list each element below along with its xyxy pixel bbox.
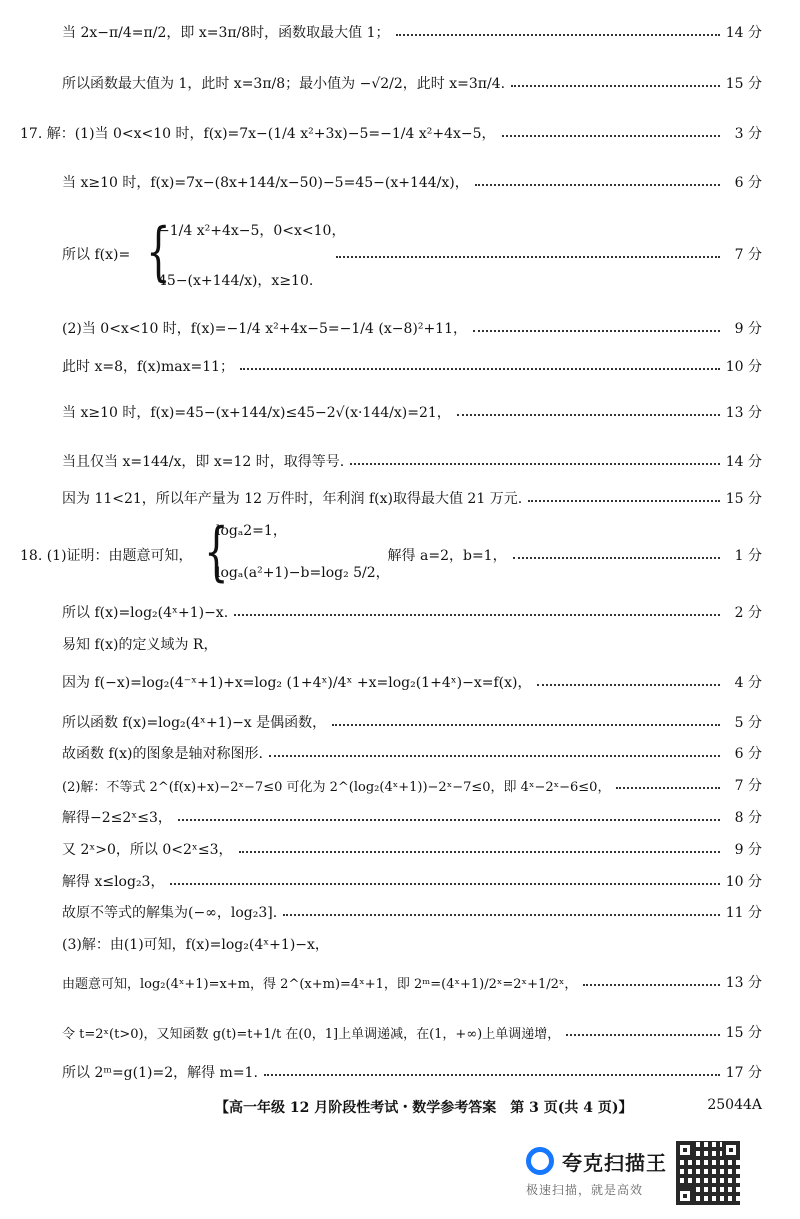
system-solution: 解得 a=2，b=1， bbox=[387, 548, 507, 564]
answer-line bbox=[62, 1062, 762, 1082]
answer-text: 因为 f(−x)=log₂(4⁻ˣ+1)+x=log₂ (1+4ˣ)/4ˣ +x=log₂(1+4ˣ)−x=f(x)， bbox=[62, 675, 532, 691]
leader-dots bbox=[350, 463, 720, 465]
answer-line bbox=[62, 902, 762, 922]
answer-line bbox=[62, 672, 762, 692]
brand-name: 夸克扫描王 bbox=[562, 1151, 667, 1175]
answer-line bbox=[20, 545, 762, 565]
answer-line bbox=[62, 807, 762, 827]
answer-text: (2)当 0<x<10 时，f(x)=−1/4 x²+4x−5=−1/4 (x−8)²+11， bbox=[62, 321, 467, 337]
score-label: 11 分 bbox=[725, 905, 762, 921]
leader-dots bbox=[269, 755, 720, 757]
leader-dots bbox=[240, 368, 720, 370]
leader-dots bbox=[170, 883, 719, 885]
answer-line bbox=[62, 318, 762, 338]
leader-dots bbox=[178, 819, 720, 821]
score-label: 13 分 bbox=[725, 405, 762, 421]
score-label: 6 分 bbox=[734, 746, 762, 762]
answer-text: 解得 x≤log₂3， bbox=[62, 874, 165, 890]
score-label: 8 分 bbox=[734, 810, 762, 826]
answer-text: 所以 2ᵐ=g(1)=2，解得 m=1. bbox=[62, 1065, 258, 1081]
answer-line bbox=[62, 602, 762, 622]
score-label: 13 分 bbox=[725, 975, 762, 991]
qr-finder bbox=[676, 1187, 694, 1205]
answer-text: 所以 f(x)=log₂(4ˣ+1)−x. bbox=[62, 605, 229, 621]
leader-dots bbox=[283, 914, 720, 916]
leader-dots bbox=[457, 414, 720, 416]
leader-dots bbox=[511, 85, 720, 87]
piecewise-case-2: 45−(x+144/x)，x≥10. bbox=[158, 273, 314, 289]
qr-finder bbox=[676, 1141, 694, 1159]
answer-line bbox=[62, 488, 762, 508]
answer-text: 易知 f(x)的定义域为 R， bbox=[62, 637, 218, 653]
answer-text: (2)解：不等式 2^(f(x)+x)−2ˣ−7≤0 可化为 2^(log₂(4ˣ+1))−2ˣ−7≤0，即 4ˣ−2ˣ−6≤0， bbox=[62, 779, 611, 795]
answer-text: 令 t=2ˣ(t>0)，又知函数 g(t)=t+1/t 在(0，1]上单调递减，在(1，+∞)上单调递增， bbox=[62, 1026, 561, 1042]
answer-text: 又 2ˣ>0，所以 0<2ˣ≤3， bbox=[62, 842, 233, 858]
answer-line bbox=[62, 356, 762, 376]
score-label: 14 分 bbox=[725, 454, 762, 470]
leader-dots bbox=[473, 330, 720, 332]
left-brace: { bbox=[204, 515, 229, 589]
score-label: 4 分 bbox=[734, 675, 762, 691]
answer-text: (3)解：由(1)可知，f(x)=log₂(4ˣ+1)−x， bbox=[62, 937, 329, 953]
qr-finder bbox=[722, 1141, 740, 1159]
score-label: 10 分 bbox=[725, 874, 762, 890]
score-label: 6 分 bbox=[734, 175, 762, 191]
answer-text: 由题意可知，log₂(4ˣ+1)=x+m，得 2^(x+m)=4ˣ+1，即 2ᵐ=(4ˣ+1)/2ˣ=2ˣ+1/2ˣ， bbox=[62, 976, 578, 992]
answer-text: 18. (1)证明：由题意可知， bbox=[20, 548, 193, 564]
answer-text: 当 x≥10 时，f(x)=7x−(8x+144/x−50)−5=45−(x+144/x)， bbox=[62, 175, 469, 191]
answer-text: 解得−2≤2ˣ≤3， bbox=[62, 810, 172, 826]
leader-dots bbox=[528, 500, 720, 502]
score-label: 14 分 bbox=[725, 25, 762, 41]
brand-slogan: 极速扫描，就是高效 bbox=[526, 1183, 644, 1197]
leader-dots bbox=[566, 1034, 720, 1036]
score-label: 1 分 bbox=[734, 548, 762, 564]
answer-text: 所以函数最大值为 1，此时 x=3π/8；最小值为 −√2/2，此时 x=3π/4. bbox=[62, 76, 506, 92]
score-label: 5 分 bbox=[734, 715, 762, 731]
score-label: 3 分 bbox=[734, 126, 762, 142]
answer-text: 当 2x−π/4=π/2，即 x=3π/8时，函数取最大值 1； bbox=[62, 25, 390, 41]
piecewise-case-1: −1/4 x²+4x−5，0<x<10， bbox=[158, 223, 346, 239]
score-label: 10 分 bbox=[725, 359, 762, 375]
answer-line bbox=[62, 73, 762, 93]
system-eq-2: logₐ(a²+1)−b=log₂ 5/2， bbox=[216, 565, 390, 581]
leader-dots bbox=[616, 787, 720, 789]
left-brace: { bbox=[146, 215, 171, 289]
leader-dots bbox=[234, 614, 720, 616]
answer-text: 当 x≥10 时，f(x)=45−(x+144/x)≤45−2√(x·144/x)=21， bbox=[62, 405, 451, 421]
answer-line bbox=[62, 934, 762, 954]
leader-dots bbox=[264, 1074, 720, 1076]
leader-dots bbox=[513, 557, 720, 559]
score-label: 15 分 bbox=[725, 76, 762, 92]
leader-dots bbox=[475, 184, 720, 186]
exam-code: 25044A bbox=[707, 1097, 762, 1113]
answer-text: 此时 x=8，f(x)max=11； bbox=[62, 359, 235, 375]
answer-text: 因为 11<21，所以年产量为 12 万件时，年利润 f(x)取得最大值 21 万元. bbox=[62, 491, 523, 507]
leader-dots bbox=[537, 684, 720, 686]
quark-logo-icon bbox=[526, 1147, 554, 1175]
answer-text: 故函数 f(x)的图象是轴对称图形. bbox=[62, 746, 263, 762]
answer-line bbox=[62, 402, 762, 422]
qr-code-icon bbox=[676, 1141, 740, 1205]
answer-text: 所以 f(x)= bbox=[62, 247, 131, 263]
answer-line bbox=[62, 775, 762, 795]
answer-line bbox=[62, 871, 762, 891]
answer-text: 17. 解：(1)当 0<x<10 时，f(x)=7x−(1/4 x²+3x)−5=−1/4 x²+4x−5， bbox=[20, 126, 496, 142]
leader-dots bbox=[396, 34, 720, 36]
leader-dots bbox=[336, 256, 720, 258]
system-eq-1: logₐ2=1， bbox=[216, 523, 287, 539]
answer-line bbox=[62, 712, 762, 732]
answer-line bbox=[62, 451, 762, 471]
score-label: 7 分 bbox=[734, 778, 762, 794]
score-label: 7 分 bbox=[734, 247, 762, 263]
leader-dots bbox=[583, 984, 719, 986]
answer-line bbox=[62, 172, 762, 192]
leader-dots bbox=[502, 135, 721, 137]
answer-text: 故原不等式的解集为(−∞，log₂3]. bbox=[62, 905, 278, 921]
scanner-watermark bbox=[522, 1145, 782, 1205]
answer-text: 所以函数 f(x)=log₂(4ˣ+1)−x 是偶函数， bbox=[62, 715, 327, 731]
score-label: 2 分 bbox=[734, 605, 762, 621]
score-label: 9 分 bbox=[734, 321, 762, 337]
answer-text: 当且仅当 x=144/x，即 x=12 时，取得等号. bbox=[62, 454, 345, 470]
answer-line bbox=[62, 634, 762, 654]
footer-title: 【高一年级 12 月阶段性考试・数学参考答案 第 3 页(共 4 页)】 bbox=[215, 1100, 633, 1116]
page-footer bbox=[0, 1097, 800, 1121]
leader-dots bbox=[332, 724, 720, 726]
answer-line bbox=[62, 972, 762, 992]
score-label: 17 分 bbox=[725, 1065, 762, 1081]
answer-line bbox=[62, 743, 762, 763]
score-label: 9 分 bbox=[734, 842, 762, 858]
answer-line bbox=[62, 1022, 762, 1042]
answer-line bbox=[20, 123, 762, 143]
score-label: 15 分 bbox=[725, 491, 762, 507]
answer-line bbox=[62, 22, 762, 42]
answer-line bbox=[62, 839, 762, 859]
score-label: 15 分 bbox=[725, 1025, 762, 1041]
leader-dots bbox=[239, 851, 721, 853]
